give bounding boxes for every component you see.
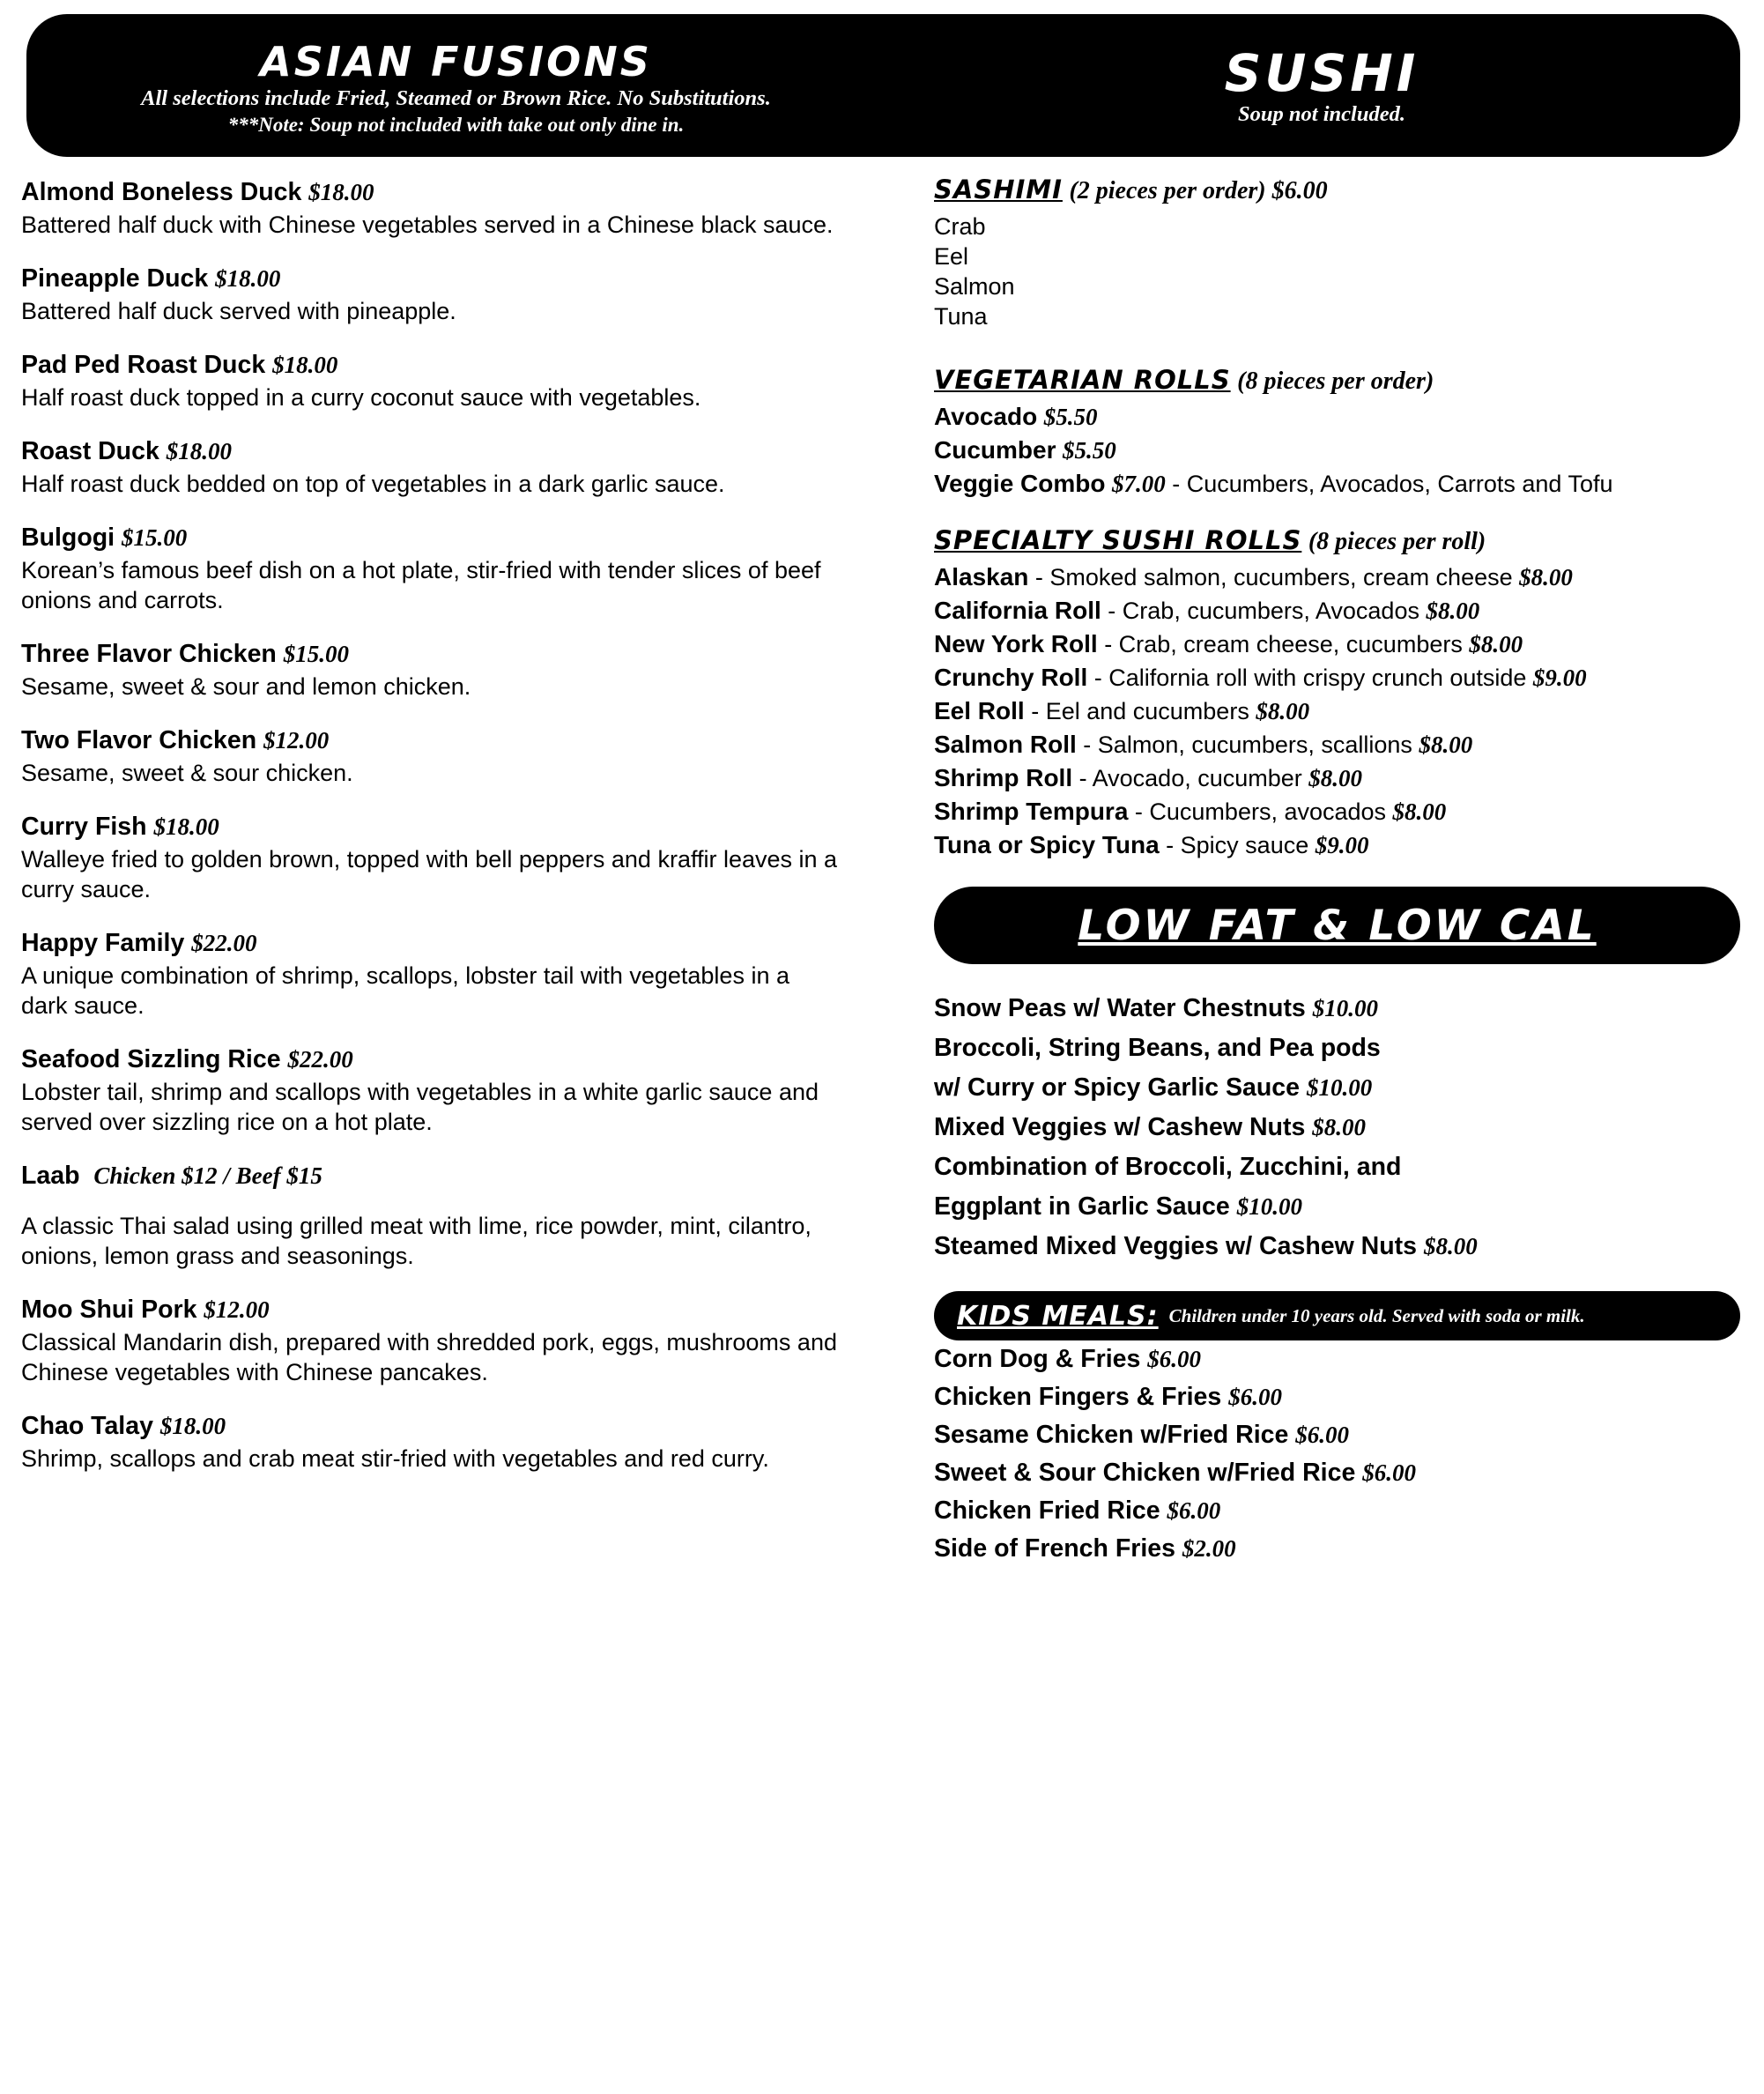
sashimi-heading <box>934 173 1740 208</box>
list-item <box>934 1492 1740 1530</box>
header-banner <box>26 14 1740 157</box>
vegetarian-rolls-qualifier: (8 pieces per order) <box>1237 368 1434 395</box>
list-item <box>934 797 1740 827</box>
kids-meals-list <box>934 1340 1740 1568</box>
dish-price: $15.00 <box>121 524 188 551</box>
list-item <box>934 830 1740 860</box>
roll-description: - Cucumbers, Avocados, Carrots and Tofu <box>1165 471 1613 497</box>
menu-item <box>21 1043 841 1137</box>
menu-item <box>21 927 841 1021</box>
item-name: Mixed Veggies w/ Cashew Nuts <box>934 1113 1306 1141</box>
dish-description: Battered half duck served with pineapple. <box>21 298 456 324</box>
low-fat-list <box>934 989 1740 1266</box>
dish-price: $12.00 <box>263 727 330 754</box>
menu-item <box>21 176 841 240</box>
item-name: Sweet & Sour Chicken w/Fried Rice <box>934 1459 1356 1487</box>
item-name: w/ Curry or Spicy Garlic Sauce <box>934 1073 1301 1102</box>
sushi-subtitle: Soup not included. <box>1238 101 1405 126</box>
roll-name: Crunchy Roll <box>934 664 1088 691</box>
menu-item <box>21 263 841 326</box>
menu-item <box>21 811 841 904</box>
dish-name: Seafood Sizzling Rice <box>21 1045 281 1073</box>
list-item <box>934 1227 1740 1266</box>
item-price: $2.00 <box>1182 1535 1236 1562</box>
dish-description: Shrimp, scallops and crab meat stir-fried with vegetables and red curry. <box>21 1445 769 1472</box>
list-item <box>934 1187 1740 1227</box>
item-price: $6.00 <box>1147 1346 1202 1372</box>
roll-description: - Crab, cream cheese, cucumbers <box>1097 631 1470 657</box>
list-item <box>934 1454 1740 1492</box>
dish-description: A classic Thai salad using grilled meat with lime, rice powder, mint, cilantro, onions, lemon grass and seasonings. <box>21 1213 812 1269</box>
menu-item <box>21 522 841 615</box>
roll-description: - Smoked salmon, cucumbers, cream cheese <box>1028 564 1520 590</box>
dish-price: $18.00 <box>215 265 281 292</box>
roll-price: $8.00 <box>1308 765 1363 791</box>
dish-price: $18.00 <box>153 813 219 840</box>
dish-name: Three Flavor Chicken <box>21 640 277 668</box>
sushi-title: SUSHI <box>1224 42 1419 103</box>
list-item <box>934 663 1740 693</box>
dish-description: Walleye fried to golden brown, topped with bell peppers and kraffir leaves in a curry sauce. <box>21 846 838 902</box>
asian-fusions-subtitle-1: All selections include Fried, Steamed or Brown Rice. No Substitutions. <box>141 85 771 110</box>
roll-description: - Avocado, cucumber <box>1072 765 1309 791</box>
asian-fusions-column <box>21 176 841 1496</box>
specialty-rolls-list <box>934 562 1740 860</box>
item-price: $10.00 <box>1312 995 1378 1021</box>
roll-price: $8.00 <box>1469 631 1523 657</box>
menu-item <box>21 349 841 412</box>
menu-item <box>21 724 841 788</box>
dish-name: Curry Fish <box>21 813 147 841</box>
asian-fusions-subtitle-2: ***Note: Soup not included with take out only dine in. <box>227 113 685 136</box>
dish-description: A unique combination of shrimp, scallops, lobster tail with vegetables in a dark sauce. <box>21 962 789 1019</box>
item-price: $6.00 <box>1167 1497 1221 1524</box>
dish-name: Laab <box>21 1162 80 1190</box>
list-item <box>934 562 1740 592</box>
item-price: $10.00 <box>1306 1074 1373 1101</box>
dish-price: Chicken $12 / Beef $15 <box>93 1162 322 1189</box>
dish-description: Korean’s famous beef dish on a hot plate, stir-fried with tender slices of beef onions and carrots. <box>21 557 821 613</box>
dish-description: Half roast duck bedded on top of vegetables in a dark garlic sauce. <box>21 471 725 497</box>
dish-name: Moo Shui Pork <box>21 1296 197 1324</box>
roll-price: $8.00 <box>1426 598 1480 624</box>
item-name: Snow Peas w/ Water Chestnuts <box>934 994 1306 1022</box>
dish-price: $22.00 <box>191 930 257 956</box>
specialty-rolls-heading-label: SPECIALTY SUSHI ROLLS <box>934 525 1302 555</box>
dish-name: Pineapple Duck <box>21 264 209 293</box>
dish-description: Sesame, sweet & sour and lemon chicken. <box>21 673 471 700</box>
list-item <box>934 1108 1740 1147</box>
item-price: $8.00 <box>1423 1233 1478 1259</box>
roll-name: Avocado <box>934 403 1038 430</box>
item-price: $6.00 <box>1228 1384 1282 1410</box>
menu-item <box>21 435 841 499</box>
sashimi-qualifier: (2 pieces per order) $6.00 <box>1069 177 1328 204</box>
list-item: Crab <box>934 213 986 240</box>
roll-price: $8.00 <box>1419 731 1473 758</box>
list-item <box>934 469 1740 499</box>
list-item <box>934 1416 1740 1454</box>
dish-price: $12.00 <box>204 1296 270 1323</box>
vegetarian-rolls-heading-label: VEGETARIAN ROLLS <box>934 365 1231 395</box>
list-item: Salmon <box>934 273 1015 300</box>
list-item <box>934 1340 1740 1378</box>
dish-name: Chao Talay <box>21 1412 153 1440</box>
list-item <box>934 435 1740 465</box>
item-name: Broccoli, String Beans, and Pea pods <box>934 1034 1381 1062</box>
roll-name: New York Roll <box>934 630 1098 657</box>
roll-name: California Roll <box>934 597 1101 624</box>
dish-price: $18.00 <box>166 438 232 464</box>
dish-description: Lobster tail, shrimp and scallops with vegetables in a white garlic sauce and served over sizzling rice on a hot plate. <box>21 1079 819 1135</box>
item-name: Corn Dog & Fries <box>934 1345 1141 1373</box>
dish-description: Half roast duck topped in a curry coconut sauce with vegetables. <box>21 384 701 411</box>
roll-description: - Spicy sauce <box>1159 832 1316 858</box>
list-item <box>934 1530 1740 1568</box>
list-item <box>934 1068 1740 1108</box>
roll-name: Shrimp Tempura <box>934 798 1129 825</box>
roll-description: - Salmon, cucumbers, scallions <box>1076 731 1419 758</box>
list-item <box>934 629 1740 659</box>
roll-price: $5.50 <box>1062 437 1116 464</box>
menu-item <box>21 1410 841 1474</box>
roll-description: - California roll with crispy crunch outside <box>1087 665 1533 691</box>
specialty-rolls-qualifier: (8 pieces per roll) <box>1308 528 1486 555</box>
list-item <box>934 763 1740 793</box>
menu-item <box>21 638 841 702</box>
kids-meals-title: KIDS MEALS: <box>957 1300 1159 1332</box>
dish-price: $18.00 <box>308 179 374 205</box>
item-price: $8.00 <box>1312 1114 1366 1140</box>
dish-price: $18.00 <box>272 352 338 378</box>
dish-price: $18.00 <box>159 1413 226 1439</box>
list-item <box>934 1378 1740 1416</box>
item-name: Steamed Mixed Veggies w/ Cashew Nuts <box>934 1232 1418 1260</box>
menu-item <box>21 1160 841 1271</box>
roll-name: Eel Roll <box>934 697 1025 724</box>
roll-description: - Crab, cucumbers, Avocados <box>1101 598 1427 624</box>
item-name: Eggplant in Garlic Sauce <box>934 1192 1230 1221</box>
dish-name: Two Flavor Chicken <box>21 726 257 754</box>
roll-name: Salmon Roll <box>934 731 1077 758</box>
list-item <box>934 1147 1740 1187</box>
item-name: Combination of Broccoli, Zucchini, and <box>934 1153 1402 1181</box>
roll-name: Tuna or Spicy Tuna <box>934 831 1160 858</box>
item-name: Chicken Fried Rice <box>934 1496 1160 1525</box>
sushi-column <box>934 173 1740 1568</box>
roll-name: Shrimp Roll <box>934 764 1073 791</box>
sushi-header <box>886 44 1740 128</box>
list-item <box>934 730 1740 760</box>
kids-meals-note: Children under 10 years old. Served with soda or milk. <box>1168 1304 1585 1326</box>
roll-price: $9.00 <box>1532 665 1587 691</box>
dish-name: Bulgogi <box>21 524 115 552</box>
list-item <box>934 989 1740 1028</box>
dish-description: Sesame, sweet & sour chicken. <box>21 760 353 786</box>
item-name: Sesame Chicken w/Fried Rice <box>934 1421 1289 1449</box>
dish-name: Roast Duck <box>21 437 159 465</box>
dish-price: $15.00 <box>283 641 350 667</box>
item-name: Side of French Fries <box>934 1534 1175 1563</box>
list-item <box>934 1028 1740 1068</box>
item-price: $10.00 <box>1236 1193 1302 1220</box>
specialty-rolls-heading <box>934 524 1740 559</box>
roll-name: Cucumber <box>934 436 1056 464</box>
roll-description: - Eel and cucumbers <box>1024 698 1256 724</box>
list-item: Eel <box>934 243 969 270</box>
roll-name: Veggie Combo <box>934 470 1106 497</box>
menu-item <box>21 1294 841 1387</box>
kids-meals-banner <box>934 1291 1740 1340</box>
roll-price: $8.00 <box>1519 564 1573 590</box>
item-name: Chicken Fingers & Fries <box>934 1383 1222 1411</box>
list-item: Tuna <box>934 303 988 330</box>
asian-fusions-title: ASIAN FUSIONS <box>260 37 652 85</box>
vegetarian-rolls-heading <box>934 363 1740 398</box>
roll-name: Alaskan <box>934 563 1029 590</box>
item-price: $6.00 <box>1362 1459 1416 1486</box>
asian-fusions-header <box>26 33 886 138</box>
dish-name: Happy Family <box>21 929 185 957</box>
dish-price: $22.00 <box>287 1046 353 1073</box>
dish-name: Pad Ped Roast Duck <box>21 351 266 379</box>
list-item <box>934 596 1740 626</box>
roll-description: - Cucumbers, avocados <box>1128 798 1393 825</box>
low-fat-banner <box>934 887 1740 964</box>
roll-price: $8.00 <box>1256 698 1310 724</box>
roll-price: $7.00 <box>1111 471 1166 497</box>
roll-price: $8.00 <box>1392 798 1447 825</box>
dish-description: Battered half duck with Chinese vegetables served in a Chinese black sauce. <box>21 212 834 238</box>
item-price: $6.00 <box>1295 1422 1350 1448</box>
low-fat-title: LOW FAT & LOW CAL <box>1078 901 1597 950</box>
sashimi-heading-label: SASHIMI <box>934 174 1063 204</box>
vegetarian-rolls-list <box>934 402 1740 499</box>
list-item <box>934 696 1740 726</box>
dish-name: Almond Boneless Duck <box>21 178 302 206</box>
dish-description: Classical Mandarin dish, prepared with shredded pork, eggs, mushrooms and Chinese vegetables with Chinese pancakes. <box>21 1329 837 1385</box>
roll-price: $9.00 <box>1315 832 1369 858</box>
sashimi-list <box>934 212 1740 331</box>
roll-price: $5.50 <box>1043 404 1098 430</box>
list-item <box>934 402 1740 432</box>
